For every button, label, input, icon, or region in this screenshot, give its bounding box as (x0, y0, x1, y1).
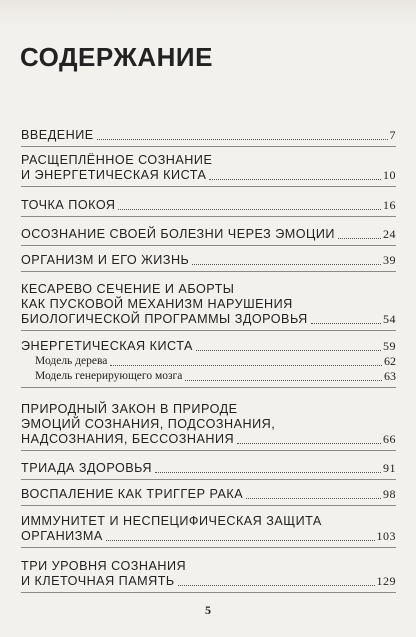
toc-entry-line (21, 417, 396, 432)
toc-entry-line (21, 227, 396, 242)
toc-page-number: 98 (383, 487, 396, 501)
toc-entry-title (21, 514, 396, 544)
toc-entry-title (21, 339, 396, 354)
toc-entry-text: КАК ПУСКОВОЙ МЕХАНИЗМ НАРУШЕНИЯ (21, 297, 293, 311)
toc-entry-line (21, 339, 396, 354)
toc-subentry (21, 369, 396, 384)
toc-entry-line (21, 574, 396, 589)
toc-entry (21, 339, 396, 388)
toc-entry (21, 559, 396, 593)
toc-entry (21, 153, 396, 187)
toc-entry-title (21, 461, 396, 476)
dot-leader (192, 263, 381, 265)
toc-entry-line (21, 432, 396, 447)
toc-entry-text: ЭНЕРГЕТИЧЕСКАЯ КИСТА (21, 339, 193, 353)
dot-leader (237, 442, 381, 444)
toc-page-number: 16 (383, 198, 396, 212)
toc-entry-text: ТРИАДА ЗДОРОВЬЯ (21, 461, 152, 475)
toc-entry-line (21, 402, 396, 417)
toc-entry-line (21, 461, 396, 476)
toc-subentry-text: Модель дерева (35, 355, 108, 367)
toc-entry-line (21, 529, 396, 544)
toc-entry-text: НАДСОЗНАНИЯ, БЕССОЗНАНИЯ (21, 432, 235, 446)
toc-entry-title (21, 487, 396, 502)
toc-entry-line (21, 253, 396, 268)
toc-entry-text: КЕСАРЕВО СЕЧЕНИЕ И АБОРТЫ (21, 282, 235, 296)
toc-page-number: 62 (384, 354, 396, 368)
toc-entry (21, 282, 396, 331)
toc-entry-title (21, 198, 396, 213)
toc-entry-text: ТОЧКА ПОКОЯ (21, 198, 116, 212)
dot-leader (338, 237, 381, 239)
toc-entry-text: ИММУНИТЕТ И НЕСПЕЦИФИЧЕСКАЯ ЗАЩИТА (21, 514, 322, 528)
toc-page-number: 24 (383, 227, 396, 241)
toc-entry (21, 198, 396, 217)
dot-leader (178, 584, 375, 586)
toc-entry-title (21, 253, 396, 268)
toc-entry (21, 227, 396, 246)
toc-entry (21, 253, 396, 272)
toc-page-number: 54 (383, 312, 396, 326)
toc-entry-title (21, 153, 396, 183)
toc-entry-title (21, 402, 396, 447)
toc-entry-text: ОРГАНИЗМА (21, 529, 103, 543)
dot-leader (185, 379, 382, 381)
toc-page-number: 10 (383, 168, 396, 182)
toc-entry-text: ПРИРОДНЫЙ ЗАКОН В ПРИРОДЕ (21, 402, 238, 416)
toc-entry-text: ЭМОЦИЙ СОЗНАНИЯ, ПОДСОЗНАНИЯ, (21, 417, 276, 431)
toc-entry-text: ТРИ УРОВНЯ СОЗНАНИЯ (21, 559, 187, 573)
toc-entry-line (21, 128, 396, 143)
toc-page-number: 39 (383, 253, 396, 267)
toc-entry-title (21, 282, 396, 327)
toc-page-number: 63 (384, 369, 396, 383)
page-title: СОДЕРЖАНИЕ (20, 42, 213, 72)
dot-leader (106, 539, 375, 541)
toc-entry-text: ОРГАНИЗМ И ЕГО ЖИЗНЬ (21, 253, 190, 267)
toc-entry-line (21, 168, 396, 183)
toc-entry-line (21, 487, 396, 502)
toc-page-number: 59 (383, 339, 396, 353)
dot-leader (97, 138, 388, 140)
toc-page-number: 103 (376, 529, 396, 543)
dot-leader (246, 497, 381, 499)
toc-page-number: 91 (383, 461, 396, 475)
toc-subentry (21, 354, 396, 369)
dot-leader (311, 322, 381, 324)
toc-entry-line (21, 312, 396, 327)
page-top-shadow (0, 0, 416, 26)
toc-page-number: 7 (389, 128, 396, 142)
toc-entry-text: БИОЛОГИЧЕСКОЙ ПРОГРАММЫ ЗДОРОВЬЯ (21, 312, 308, 326)
toc-entry-text: ВВЕДЕНИЕ (21, 128, 94, 142)
toc-entry-line (21, 559, 396, 574)
toc-entry (21, 514, 396, 548)
dot-leader (110, 364, 382, 366)
toc-subentry-text: Модель генерирующего мозга (35, 370, 183, 382)
toc-entry-line (21, 153, 396, 168)
toc-entry (21, 402, 396, 451)
toc-entry-line (21, 198, 396, 213)
toc-entry-line (21, 282, 396, 297)
toc-entry-title (21, 227, 396, 242)
page-number: 5 (205, 603, 211, 617)
toc-entry-text: И КЛЕТОЧНАЯ ПАМЯТЬ (21, 574, 175, 588)
toc-page-number: 66 (383, 432, 396, 446)
toc-entry (21, 128, 396, 147)
toc-entry-text: ВОСПАЛЕНИЕ КАК ТРИГГЕР РАКА (21, 487, 244, 501)
toc-entry-title (21, 559, 396, 589)
dot-leader (196, 349, 381, 351)
toc-page-number: 129 (376, 574, 396, 588)
dot-leader (118, 208, 381, 210)
dot-leader (155, 471, 381, 473)
toc-entry-text: ОСОЗНАНИЕ СВОЕЙ БОЛЕЗНИ ЧЕРЕЗ ЭМОЦИИ (21, 227, 335, 241)
toc-entry-text: РАСЩЕПЛЁННОЕ СОЗНАНИЕ (21, 153, 213, 167)
toc-entry-text: И ЭНЕРГЕТИЧЕСКАЯ КИСТА (21, 168, 207, 182)
toc-entry-line (21, 514, 396, 529)
toc-entry-line (21, 297, 396, 312)
toc-entry-title (21, 128, 396, 143)
toc-entry (21, 487, 396, 506)
toc-entry (21, 461, 396, 480)
dot-leader (209, 178, 381, 180)
